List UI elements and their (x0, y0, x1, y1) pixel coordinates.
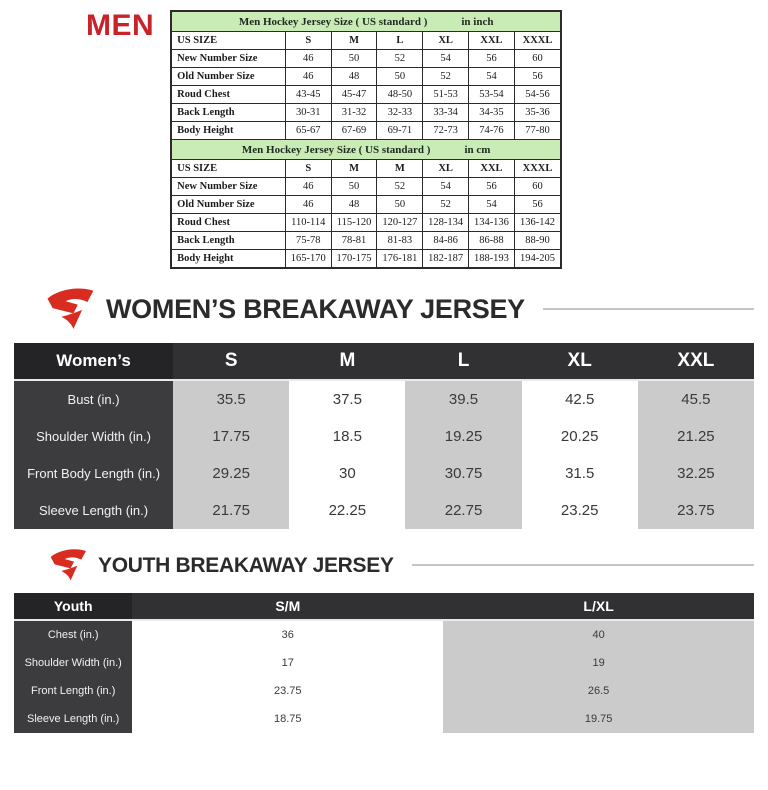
size-value-cell: 23.25 (560, 502, 599, 519)
size-value-cell: 37.5 (332, 391, 362, 408)
size-value-cell: 19 (443, 649, 754, 677)
size-value-cell: 18.5 (332, 428, 362, 445)
size-value-cell: 56 (469, 50, 515, 68)
size-value-cell: 50 (331, 50, 377, 68)
row-label: Front Length (in.) (14, 677, 132, 705)
size-column-header: S (285, 160, 331, 178)
size-value-cell: 56 (514, 196, 560, 214)
size-value-cell: 67-69 (331, 122, 377, 140)
size-value-cell: 52 (423, 196, 469, 214)
size-column-header: M (289, 343, 405, 380)
size-value-cell: 46 (285, 196, 331, 214)
table-row (14, 705, 754, 733)
size-value-cell: 53-54 (469, 86, 515, 104)
size-value-cell: 23.75 (638, 492, 754, 529)
row-label: Roud Chest (172, 86, 285, 104)
men-size-tables (170, 10, 562, 269)
table-corner-header: US SIZE (172, 32, 285, 50)
size-value-cell: 120-127 (377, 214, 423, 232)
size-value-cell: 74-76 (469, 122, 515, 140)
size-value-cell: 48 (331, 196, 377, 214)
header-row (14, 593, 754, 620)
size-column-header: L (377, 32, 423, 50)
table-row (172, 232, 560, 250)
size-value-cell: 136-142 (514, 214, 560, 232)
row-label: Body Height (172, 122, 285, 140)
row-label: Shoulder Width (in.) (14, 649, 132, 677)
size-value-cell: 52 (377, 50, 423, 68)
size-column-header: XL (522, 343, 638, 380)
size-value-cell: 43-45 (285, 86, 331, 104)
womens-size-table (14, 343, 754, 529)
row-label: New Number Size (172, 50, 285, 68)
caption-unit: in cm (464, 144, 491, 156)
size-value-cell: 45.5 (638, 380, 754, 418)
size-value-cell: 36 (281, 629, 294, 641)
table-row (172, 122, 560, 140)
size-value-cell: 45-47 (331, 86, 377, 104)
size-value-cell: 48 (331, 68, 377, 86)
size-value-cell: 21.25 (638, 418, 754, 455)
men-section-title: MEN (86, 9, 155, 42)
size-value-cell: 42.5 (565, 391, 595, 408)
size-value-cell: 17.75 (173, 418, 289, 455)
womens-section-title: WOMEN’S BREAKAWAY JERSEY (106, 293, 525, 324)
row-label: Back Length (172, 232, 285, 250)
size-column-header: M (331, 160, 377, 178)
size-value-cell: 19.75 (443, 705, 754, 733)
divider-line (543, 308, 754, 310)
table-row (14, 677, 754, 705)
size-column-header: L/XL (443, 593, 754, 620)
size-value-cell: 23.75 (274, 685, 302, 697)
size-value-cell: 75-78 (285, 232, 331, 250)
table-row (172, 250, 560, 268)
table-row (14, 492, 754, 529)
table-row (172, 178, 560, 196)
header-row (172, 160, 560, 178)
size-value-cell: 110-114 (285, 214, 331, 232)
size-value-cell: 31-32 (331, 104, 377, 122)
row-label: Shoulder Width (in.) (14, 418, 173, 455)
size-value-cell: 46 (285, 68, 331, 86)
size-value-cell: 69-71 (377, 122, 423, 140)
size-value-cell: 54 (423, 50, 469, 68)
size-value-cell: 54 (469, 68, 515, 86)
divider-line (412, 564, 754, 566)
size-value-cell: 52 (377, 178, 423, 196)
size-value-cell: 30.75 (405, 455, 521, 492)
womens-section (0, 283, 768, 529)
size-value-cell: 84-86 (423, 232, 469, 250)
size-column-header: M (331, 32, 377, 50)
size-column-header: M (377, 160, 423, 178)
size-value-cell: 19.25 (405, 418, 521, 455)
size-value-cell: 21.75 (173, 492, 289, 529)
size-value-cell: 78-81 (331, 232, 377, 250)
size-column-header: S (173, 343, 289, 380)
size-value-cell: 29.25 (173, 455, 289, 492)
row-label: New Number Size (172, 178, 285, 196)
table-row (172, 214, 560, 232)
men-inch-size-table (172, 32, 560, 139)
size-value-cell: 30-31 (285, 104, 331, 122)
size-value-cell: 35-36 (514, 104, 560, 122)
table-row (172, 104, 560, 122)
size-value-cell: 60 (514, 50, 560, 68)
size-value-cell: 50 (331, 178, 377, 196)
caption-text: Men Hockey Jersey Size ( US standard ) (238, 16, 428, 28)
men-cm-size-table (172, 160, 560, 267)
header-row (172, 32, 560, 50)
size-value-cell: 72-73 (423, 122, 469, 140)
size-value-cell: 81-83 (377, 232, 423, 250)
size-value-cell: 22.25 (328, 502, 367, 519)
size-value-cell: 188-193 (469, 250, 515, 268)
table-row (172, 196, 560, 214)
row-label: Sleeve Length (in.) (14, 705, 132, 733)
size-value-cell: 48-50 (377, 86, 423, 104)
size-value-cell: 34-35 (469, 104, 515, 122)
size-value-cell: 50 (377, 68, 423, 86)
youth-size-table (14, 593, 754, 733)
men-section (0, 0, 768, 269)
size-value-cell: 54 (469, 196, 515, 214)
size-value-cell: 170-175 (331, 250, 377, 268)
row-label: Body Height (172, 250, 285, 268)
size-column-header: XXL (469, 160, 515, 178)
table-row (14, 455, 754, 492)
table-row (172, 50, 560, 68)
size-value-cell: 18.75 (274, 713, 302, 725)
table-row (172, 86, 560, 104)
row-label: Old Number Size (172, 196, 285, 214)
size-column-header: XXL (469, 32, 515, 50)
size-value-cell: 26.5 (443, 677, 754, 705)
size-column-header: XL (423, 160, 469, 178)
size-value-cell: 77-80 (514, 122, 560, 140)
size-value-cell: 22.75 (405, 492, 521, 529)
size-column-header: XL (423, 32, 469, 50)
row-label: Sleeve Length (in.) (14, 492, 173, 529)
size-value-cell: 31.5 (565, 465, 595, 482)
size-value-cell: 194-205 (514, 250, 560, 268)
size-value-cell: 51-53 (423, 86, 469, 104)
size-column-header: S (285, 32, 331, 50)
table-corner-header: US SIZE (172, 160, 285, 178)
size-value-cell: 32-33 (377, 104, 423, 122)
womens-section-header (44, 283, 754, 335)
row-label: Bust (in.) (14, 380, 173, 418)
size-value-cell: 128-134 (423, 214, 469, 232)
caption-text: Men Hockey Jersey Size ( US standard ) (241, 144, 431, 156)
table-row (14, 620, 754, 649)
table-row (14, 649, 754, 677)
row-label: Old Number Size (172, 68, 285, 86)
table-row (14, 418, 754, 455)
row-label: Roud Chest (172, 214, 285, 232)
size-value-cell: 17 (281, 657, 294, 669)
youth-section (0, 545, 768, 733)
size-column-header: XXL (638, 343, 754, 380)
size-value-cell: 56 (469, 178, 515, 196)
table-corner-header: Women’s (14, 343, 173, 380)
size-value-cell: 88-90 (514, 232, 560, 250)
youth-section-title: YOUTH BREAKAWAY JERSEY (98, 553, 394, 577)
size-value-cell: 65-67 (285, 122, 331, 140)
size-value-cell: 46 (285, 178, 331, 196)
men-cm-table-caption (172, 139, 560, 160)
row-label: Back Length (172, 104, 285, 122)
table-corner-header: Youth (14, 593, 132, 620)
size-column-header: XXXL (514, 32, 560, 50)
size-value-cell: 86-88 (469, 232, 515, 250)
row-label: Chest (in.) (14, 620, 132, 649)
size-value-cell: 39.5 (405, 380, 521, 418)
size-value-cell: 20.25 (560, 428, 599, 445)
size-value-cell: 52 (423, 68, 469, 86)
fanatics-flag-logo-icon (48, 545, 88, 585)
youth-section-header (48, 545, 754, 585)
men-inch-table-caption (172, 12, 560, 32)
size-value-cell: 33-34 (423, 104, 469, 122)
size-value-cell: 56 (514, 68, 560, 86)
fanatics-flag-logo-icon (44, 283, 96, 335)
caption-unit: in inch (461, 16, 494, 28)
size-value-cell: 134-136 (469, 214, 515, 232)
row-label: Front Body Length (in.) (14, 455, 173, 492)
table-row (172, 68, 560, 86)
size-value-cell: 35.5 (173, 380, 289, 418)
size-value-cell: 182-187 (423, 250, 469, 268)
size-value-cell: 54-56 (514, 86, 560, 104)
size-value-cell: 54 (423, 178, 469, 196)
size-value-cell: 60 (514, 178, 560, 196)
size-column-header: XXXL (514, 160, 560, 178)
size-value-cell: 50 (377, 196, 423, 214)
size-value-cell: 40 (443, 620, 754, 649)
size-value-cell: 115-120 (331, 214, 377, 232)
table-row (14, 380, 754, 418)
size-column-header: S/M (132, 593, 443, 620)
size-value-cell: 176-181 (377, 250, 423, 268)
header-row (14, 343, 754, 380)
size-value-cell: 30 (339, 465, 356, 482)
size-column-header: L (405, 343, 521, 380)
size-value-cell: 32.25 (638, 455, 754, 492)
size-value-cell: 46 (285, 50, 331, 68)
size-value-cell: 165-170 (285, 250, 331, 268)
